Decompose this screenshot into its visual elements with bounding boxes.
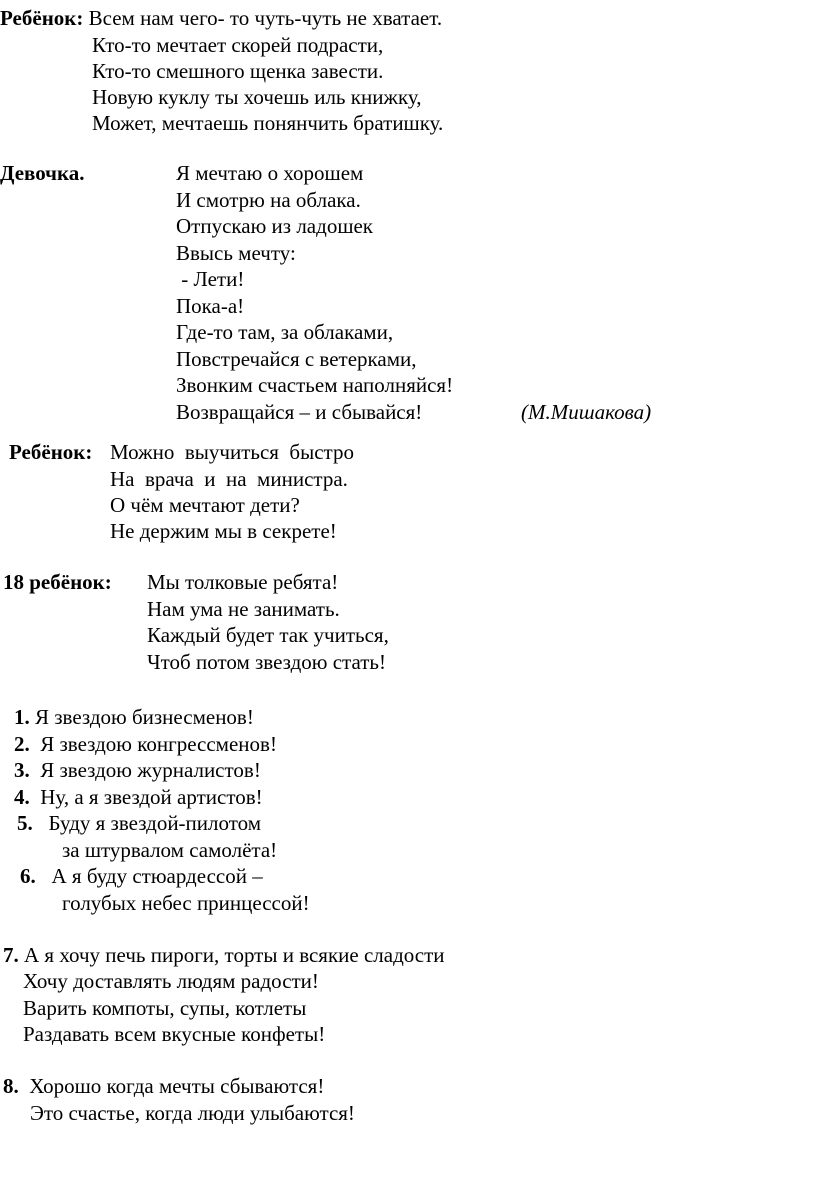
- verse-line: Возвращайся – и сбывайся!: [176, 400, 423, 424]
- block1-first-line: Ребёнок: Всем нам чего- то чуть-чуть не хватает.: [0, 6, 443, 30]
- list-item-continuation: за штурвалом самолёта!: [62, 838, 278, 862]
- author-credit: (М.Мишакова): [521, 400, 652, 424]
- verse-line: И смотрю на облака.: [176, 188, 361, 212]
- list-item: 4. Ну, а я звездой артистов!: [14, 785, 263, 809]
- verse-line: Отпускаю из ладошек: [176, 214, 374, 238]
- verse-line: Кто-то смешного щенка завести.: [92, 59, 384, 83]
- verse-line: Мы толковые ребята!: [147, 570, 339, 594]
- verse-line: Где-то там, за облаками,: [176, 320, 394, 344]
- speaker-label: Девочка.: [0, 161, 85, 185]
- verse-line: Звонким счастьем наполняйся!: [176, 373, 454, 397]
- speaker-label: 18 ребёнок:: [3, 570, 112, 594]
- verse-line: Варить компоты, супы, котлеты: [23, 996, 307, 1020]
- verse-line: Ввысь мечту:: [176, 241, 296, 265]
- list-item: 5. Буду я звездой-пилотом: [17, 811, 262, 835]
- verse-line: Это счастье, когда люди улыбаются!: [30, 1101, 355, 1125]
- verse-line: Чтоб потом звездою стать!: [147, 650, 386, 674]
- verse-line: Не держим мы в секрете!: [110, 519, 337, 543]
- list-item: 2. Я звездою конгрессменов!: [14, 732, 277, 756]
- verse-line: Кто-то мечтает скорей подрасти,: [92, 33, 384, 57]
- speaker-label: Ребёнок:: [9, 440, 93, 464]
- list-item: 1. Я звездою бизнесменов!: [14, 705, 254, 729]
- verse-line: На врача и на министра.: [110, 467, 348, 491]
- list-item: 3. Я звездою журналистов!: [14, 758, 261, 782]
- verse-line: Хочу доставлять людям радости!: [23, 969, 319, 993]
- verse-line: Можно выучиться быстро: [110, 440, 354, 464]
- verse-line: О чём мечтают дети?: [110, 493, 300, 517]
- speaker-label: Ребёнок:: [0, 6, 84, 30]
- verse-line: Раздавать всем вкусные конфеты!: [23, 1022, 326, 1046]
- list-item: 8. Хорошо когда мечты сбываются!: [3, 1074, 325, 1098]
- list-item: 6. А я буду стюардессой –: [20, 864, 263, 888]
- verse-line: Повстречайся с ветерками,: [176, 347, 417, 371]
- verse-line: Новую куклу ты хочешь иль книжку,: [92, 85, 422, 109]
- verse-line: Я мечтаю о хорошем: [176, 161, 364, 185]
- verse-line: Пока-а!: [176, 294, 245, 318]
- list-item: 7. А я хочу печь пироги, торты и всякие сладости: [3, 943, 445, 967]
- verse-line: Может, мечтаешь понянчить братишку.: [92, 111, 444, 135]
- list-item-continuation: голубых небес принцессой!: [62, 891, 310, 915]
- verse-line: Каждый будет так учиться,: [147, 623, 389, 647]
- verse-line: Нам ума не занимать.: [147, 597, 340, 621]
- verse-line: - Лети!: [176, 267, 245, 291]
